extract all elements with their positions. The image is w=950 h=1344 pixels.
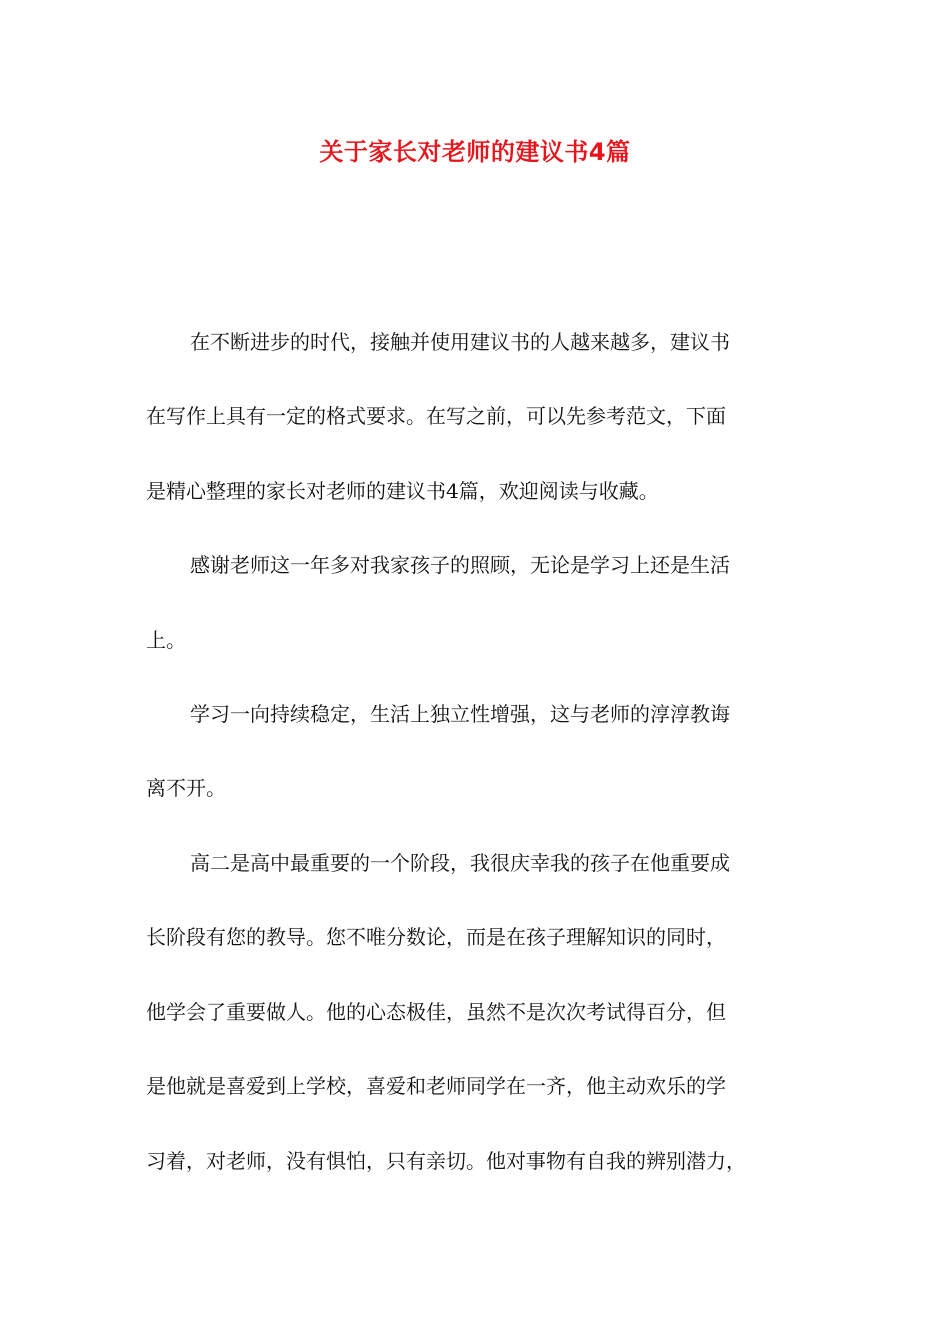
paragraph-line: 在写作上具有一定的格式要求。在写之前，可以先参考范文，下面 [146,404,726,428]
paragraph-line: 高二是高中最重要的一个阶段，我很庆幸我的孩子在他重要成 [190,851,730,875]
paragraph-line: 离不开。 [146,776,226,800]
document-title: 关于家长对老师的建议书4篇 [319,138,631,166]
paragraph-line: 上。 [146,628,186,652]
paragraph-line: 在不断进步的时代，接触并使用建议书的人越来越多，建议书 [190,330,730,354]
paragraph-line: 习着，对老师，没有惧怕，只有亲切。他对事物有自我的辨别潜力， [146,1149,746,1173]
paragraph-line: 是他就是喜爱到上学校，喜爱和老师同学在一齐，他主动欢乐的学 [146,1074,726,1098]
paragraph-line: 是精心整理的家长对老师的建议书4篇，欢迎阅读与收藏。 [146,479,659,503]
paragraph-line: 他学会了重要做人。他的心态极佳，虽然不是次次考试得百分，但 [146,1000,726,1024]
paragraph-line: 学习一向持续稳定，生活上独立性增强，这与老师的淳淳教诲 [190,702,730,726]
paragraph-line: 感谢老师这一年多对我家孩子的照顾，无论是学习上还是生活 [190,553,730,577]
paragraph-line: 长阶段有您的教导。您不唯分数论，而是在孩子理解知识的同时， [146,925,726,949]
